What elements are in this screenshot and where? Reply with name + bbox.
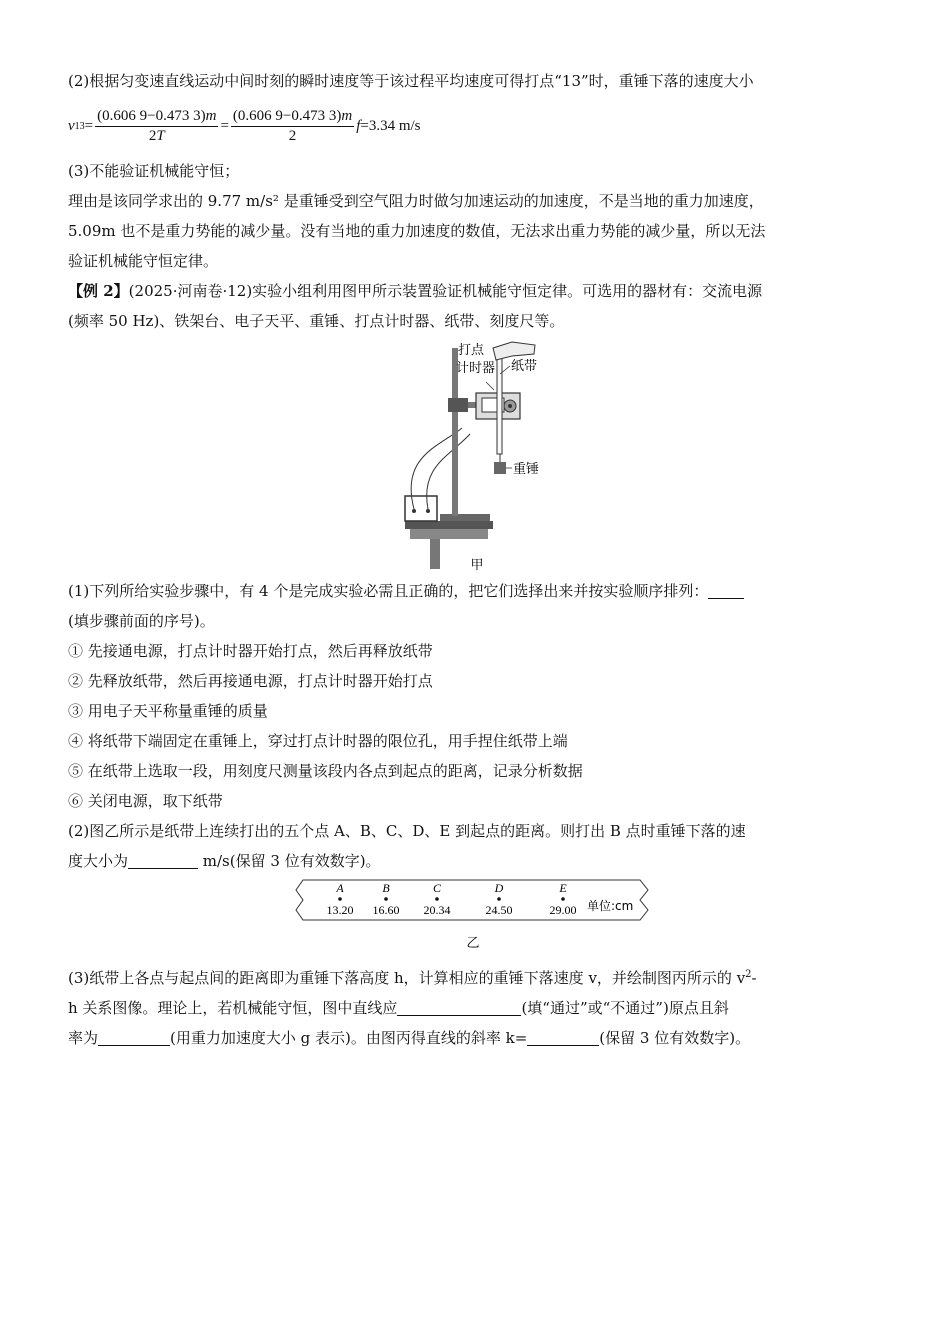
fraction-1-denominator: 2 bbox=[148, 127, 157, 144]
q1-line-2: (填步骤前面的序号)。 bbox=[68, 612, 215, 630]
point-distance: 13.20 bbox=[326, 903, 354, 917]
q3-sup: 2 bbox=[745, 969, 752, 980]
point-letter: A bbox=[336, 881, 344, 895]
figure-b-caption: 乙 bbox=[466, 936, 480, 951]
point-dot bbox=[561, 897, 565, 901]
answer-blank-q3-slope[interactable] bbox=[98, 1029, 170, 1046]
q1-line-1 bbox=[68, 576, 880, 606]
q3-line-2 bbox=[68, 993, 880, 1023]
q2-text-b: m/s(保留 3 位有效数字)。 bbox=[198, 852, 381, 870]
formula-eq1: = bbox=[84, 117, 94, 134]
answer-blank-q2[interactable] bbox=[128, 852, 198, 869]
example-intro-line-2: (频率 50 Hz)、铁架台、电子天平、重锤、打点计时器、纸带、刻度尺等。 bbox=[68, 312, 565, 330]
figure-a-caption: 甲 bbox=[470, 558, 484, 573]
step-4: ④ 将纸带下端固定在重锤上，穿过打点计时器的限位孔，用手捏住纸带上端 bbox=[68, 732, 568, 750]
part2-text: (2)根据匀变速直线运动中间时刻的瞬时速度等于该过程平均速度可得打点“13”时，重锤下落的速度大小 bbox=[68, 72, 754, 90]
step-1: ① 先接通电源，打点计时器开始打点，然后再释放纸带 bbox=[68, 642, 433, 660]
q3-text-1a: (3)纸带上各点与起点间的距离即为重锤下落高度 h，计算相应的重锤下落速度 v，并绘制图丙所示的 v bbox=[68, 969, 746, 987]
label-timer-2: 计时器 bbox=[456, 361, 496, 376]
figure-tape bbox=[0, 876, 950, 960]
q3-line-3 bbox=[68, 1023, 880, 1053]
q1-text-1: (1)下列所给实验步骤中，有 4 个是完成实验必需且正确的，把它们选择出来并按实验顺序排列： bbox=[68, 582, 709, 600]
power-supply bbox=[405, 496, 437, 521]
point-distance: 20.34 bbox=[423, 903, 451, 917]
fraction-2 bbox=[231, 108, 354, 145]
point-distance: 29.00 bbox=[549, 903, 577, 917]
table-leg bbox=[430, 539, 440, 569]
point-dot bbox=[384, 897, 388, 901]
point-letter: C bbox=[432, 881, 442, 895]
fraction-2-denominator: 2 bbox=[288, 127, 297, 144]
tape-unit: 单位:cm bbox=[587, 899, 634, 913]
point-letter: D bbox=[494, 881, 504, 895]
terminal-icon bbox=[412, 509, 416, 513]
hand-icon bbox=[493, 342, 535, 360]
point-distance: 24.50 bbox=[485, 903, 513, 917]
step-3: ③ 用电子天平称量重锤的质量 bbox=[68, 702, 268, 720]
tape-drawing bbox=[0, 876, 950, 960]
answer-blank-q1[interactable] bbox=[708, 582, 744, 599]
weight bbox=[494, 462, 506, 474]
table-top bbox=[405, 521, 493, 529]
q3-text-3b: (用重力加速度大小 g 表示)。由图丙得直线的斜率 k= bbox=[170, 1029, 528, 1047]
q3-text-2b: (填“通过”或“不通过”)原点且斜 bbox=[521, 999, 729, 1017]
answer-blank-q3-pass[interactable] bbox=[397, 999, 521, 1016]
q3-text-1b: - bbox=[751, 969, 757, 987]
fraction-1 bbox=[95, 108, 218, 145]
point-dot bbox=[435, 897, 439, 901]
q2-text-a: 度大小为 bbox=[68, 852, 129, 870]
label-timer-1: 打点 bbox=[458, 343, 485, 358]
formula-lhs-sub: 13 bbox=[74, 120, 85, 132]
fraction-1-m: m bbox=[205, 107, 217, 124]
document-page bbox=[68, 66, 880, 1053]
timer-center-icon bbox=[508, 404, 512, 408]
apparatus-drawing bbox=[0, 336, 950, 576]
label-tape: 纸带 bbox=[511, 359, 538, 374]
point-dot bbox=[497, 897, 501, 901]
example-tag: 【例 2】 bbox=[68, 282, 129, 300]
clamp bbox=[448, 398, 468, 412]
point-dot bbox=[338, 897, 342, 901]
fraction-1-numerator: (0.606 9−0.473 3) bbox=[97, 107, 206, 124]
point-letter: B bbox=[382, 881, 390, 895]
fraction-2-m: m bbox=[341, 107, 353, 124]
q2-line-1: (2)图乙所示是纸带上连续打出的五个点 A、B、C、D、E 到起点的距离。则打出 B 点时重锤下落的速 bbox=[68, 822, 746, 840]
table-front bbox=[410, 529, 488, 539]
reason-line-3: 验证机械能守恒定律。 bbox=[68, 252, 219, 270]
step-2: ② 先释放纸带，然后再接通电源，打点计时器开始打点 bbox=[68, 672, 433, 690]
label-leader bbox=[486, 382, 494, 390]
reason-line-1: 理由是该同学求出的 9.77 m/s² 是重锤受到空气阻力时做匀加速运动的加速度，不是当地的重力加速度， bbox=[68, 192, 764, 210]
formula-eq2: = bbox=[220, 117, 229, 134]
paper-tape bbox=[497, 358, 502, 454]
terminal-icon bbox=[426, 509, 430, 513]
example-text-1: (2025·河南卷·12)实验小组利用图甲所示装置验证机械能守恒定律。可选用的器材有：交流电源 bbox=[128, 282, 763, 300]
q3-text-3c: (保留 3 位有效数字)。 bbox=[599, 1029, 751, 1047]
fraction-2-numerator: (0.606 9−0.473 3) bbox=[232, 107, 342, 124]
point-distance: 16.60 bbox=[372, 903, 400, 917]
formula-lhs: v bbox=[68, 117, 75, 134]
fraction-1-T: T bbox=[156, 127, 165, 144]
q3-line-1 bbox=[68, 960, 880, 993]
formula-result: =3.34 m/s bbox=[360, 117, 421, 134]
step-5: ⑤ 在纸带上选取一段，用刻度尺测量该段内各点到起点的距离，记录分析数据 bbox=[68, 762, 583, 780]
figure-apparatus bbox=[0, 336, 950, 576]
point-letter: E bbox=[559, 881, 567, 895]
answer-blank-q3-k[interactable] bbox=[527, 1029, 599, 1046]
q3-text-3a: 率为 bbox=[68, 1029, 99, 1047]
velocity-formula bbox=[68, 98, 880, 154]
example-intro-line-1 bbox=[68, 276, 880, 306]
reason-line-2: 5.09m 也不是重力势能的减少量。没有当地的重力加速度的数值，无法求出重力势能的减少量，所以无法 bbox=[68, 222, 766, 240]
part3-title: (3)不能验证机械能守恒； bbox=[68, 162, 240, 180]
formula-f: f bbox=[356, 117, 361, 134]
step-6: ⑥ 关闭电源，取下纸带 bbox=[68, 792, 223, 810]
stand-base bbox=[440, 514, 490, 521]
label-weight: 重锤 bbox=[513, 462, 540, 477]
q3-text-2a: h 关系图像。理论上，若机械能守恒，图中直线应 bbox=[68, 999, 398, 1017]
q2-line-2 bbox=[68, 846, 880, 876]
